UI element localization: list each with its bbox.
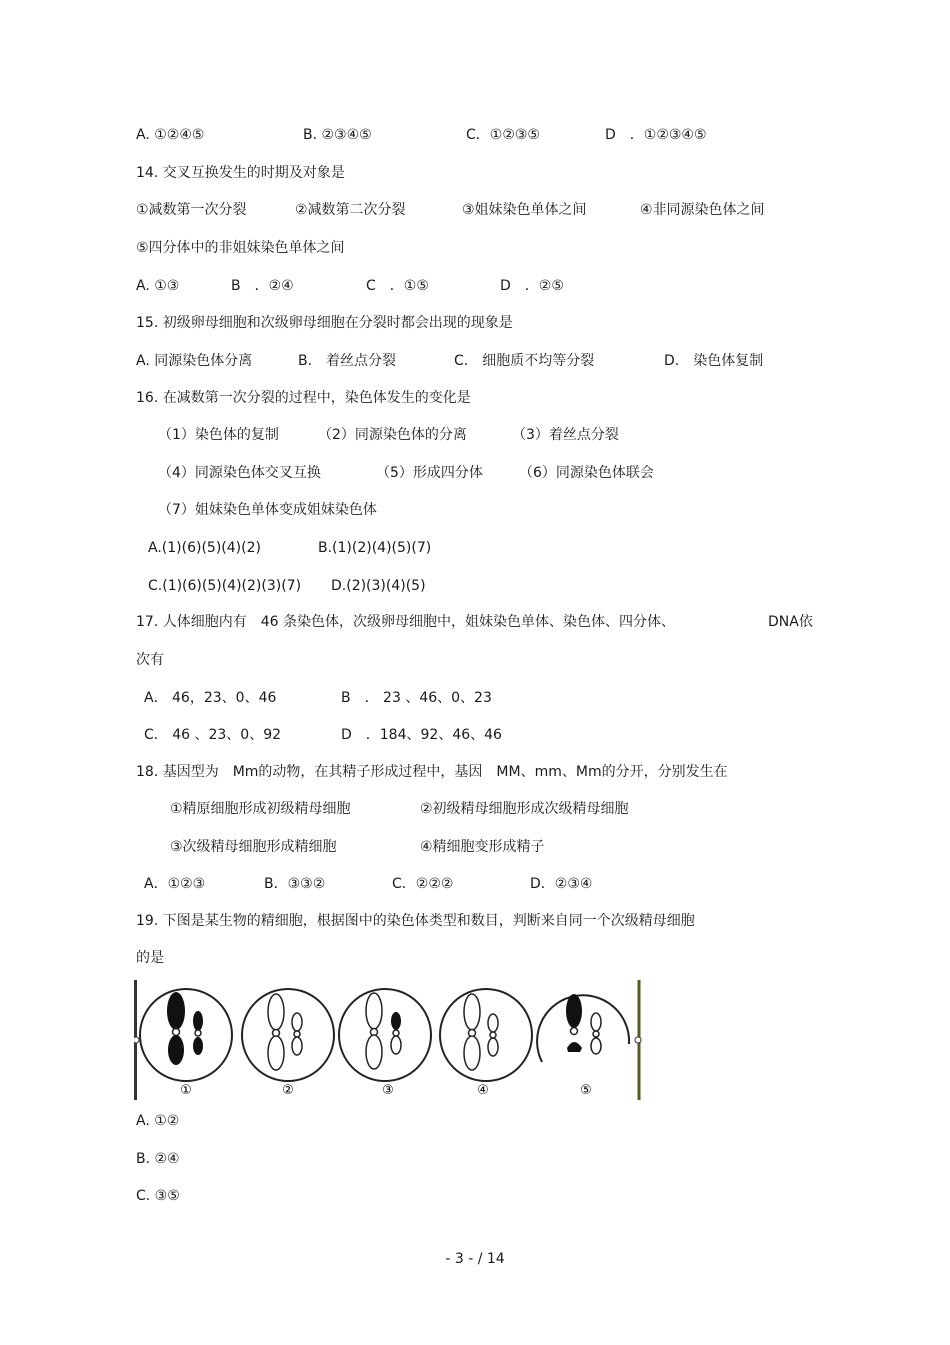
- q17-option-c: C． 46 、23、0、92: [144, 727, 282, 743]
- q18-option-b: B．③③②: [264, 876, 326, 892]
- cell-label-2: ②: [282, 1083, 294, 1098]
- q17-stem-dna: DNA依: [768, 614, 813, 630]
- q14-option-b: B ．②④: [231, 278, 294, 294]
- q18-item-1: ①精原细胞形成初级精母细胞: [170, 801, 351, 817]
- q18-item-3: ③次级精母细胞形成精细胞: [170, 839, 337, 855]
- q19-option-c: C. ③⑤: [136, 1188, 180, 1204]
- q17-option-d: D ．184、92、46、46: [341, 727, 502, 743]
- cell-label-5: ⑤: [580, 1083, 592, 1098]
- q16-item-1: （1）染色体的复制: [158, 427, 279, 443]
- q13-option-c: C．①②③⑤: [466, 127, 540, 143]
- q15-stem: 15. 初级卵母细胞和次级卵母细胞在分裂时都会出现的现象是: [136, 315, 513, 331]
- q17-option-a: A． 46，23、0、46: [144, 690, 277, 706]
- q16-item-6: （6）同源染色体联会: [519, 465, 654, 481]
- q18-item-2: ②初级精母细胞形成次级精母细胞: [420, 801, 629, 817]
- q16-item-5: （5）形成四分体: [376, 465, 483, 481]
- q14-stem: 14. 交叉互换发生的时期及对象是: [136, 165, 345, 181]
- q15-option-d: D. 染色体复制: [664, 353, 764, 369]
- q16-item-7: （7）姐妹染色单体变成姐妹染色体: [158, 502, 377, 518]
- sperm-cells-figure: [134, 978, 642, 1102]
- cell-3: [339, 989, 431, 1081]
- q14-item-1: ①减数第一次分裂: [136, 202, 247, 218]
- cell-1: [140, 989, 232, 1081]
- q14-item-4: ④非同源染色体之间: [640, 202, 765, 218]
- q14-item-5: ⑤四分体中的非姐妹染色单体之间: [136, 240, 345, 256]
- q15-option-a: A. 同源染色体分离: [136, 353, 253, 369]
- q15-option-b: B. 着丝点分裂: [298, 353, 397, 369]
- q18-option-d: D．②③④: [530, 876, 593, 892]
- q16-option-d: D.(2)(3)(4)(5): [331, 578, 426, 594]
- cell-2: [242, 989, 334, 1081]
- q14-option-d: D ．②⑤: [500, 278, 564, 294]
- q17-stem: 17. 人体细胞内有 46 条染色体，次级卵母细胞中，姐妹染色单体、染色体、四分体、: [136, 614, 675, 630]
- cell-label-1: ①: [180, 1083, 192, 1098]
- page-number: - 3 - / 14: [445, 1251, 505, 1267]
- q16-option-c: C.(1)(6)(5)(4)(2)(3)(7): [148, 578, 302, 594]
- q14-option-a: A. ①③: [136, 278, 180, 294]
- q15-option-c: C. 细胞质不均等分裂: [454, 353, 595, 369]
- q16-item-2: （2）同源染色体的分离: [318, 427, 467, 443]
- q17-option-b: B ． 23 、46、0、23: [341, 690, 492, 706]
- cell-5: [537, 994, 629, 1062]
- q19-stem-cont: 的是: [136, 950, 164, 966]
- q14-item-2: ②减数第二次分裂: [295, 202, 406, 218]
- q19-option-a: A. ①②: [136, 1113, 180, 1129]
- q16-option-b: B.(1)(2)(4)(5)(7): [318, 540, 432, 556]
- q18-item-4: ④精细胞变形成精子: [420, 839, 545, 855]
- q19-option-b: B. ②④: [136, 1151, 180, 1167]
- q13-option-a: A. ①②④⑤: [136, 127, 205, 143]
- q16-option-a: A.(1)(6)(5)(4)(2): [148, 540, 261, 556]
- cell-4: [440, 989, 532, 1081]
- q14-item-3: ③姐妹染色单体之间: [462, 202, 587, 218]
- q16-item-4: （4）同源染色体交叉互换: [158, 465, 321, 481]
- q14-option-c: C ．①⑤: [366, 278, 429, 294]
- q19-stem: 19. 下图是某生物的精细胞，根据图中的染色体类型和数目，判断来自同一个次级精母细胞: [136, 913, 695, 929]
- cell-label-4: ④: [477, 1083, 489, 1098]
- q17-stem-cont: 次有: [136, 652, 164, 668]
- cell-label-3: ③: [382, 1083, 394, 1098]
- q18-stem: 18. 基因型为 Mm的动物，在其精子形成过程中，基因 MM、mm、Mm的分开，分别发生在: [136, 764, 728, 780]
- q16-item-3: （3）着丝点分裂: [512, 427, 619, 443]
- q13-option-d: D ．①②③④⑤: [605, 127, 707, 143]
- q18-option-a: A．①②③: [144, 876, 206, 892]
- q18-option-c: C．②②②: [392, 876, 454, 892]
- q13-option-b: B. ②③④⑤: [303, 127, 372, 143]
- q16-stem: 16. 在减数第一次分裂的过程中，染色体发生的变化是: [136, 390, 471, 406]
